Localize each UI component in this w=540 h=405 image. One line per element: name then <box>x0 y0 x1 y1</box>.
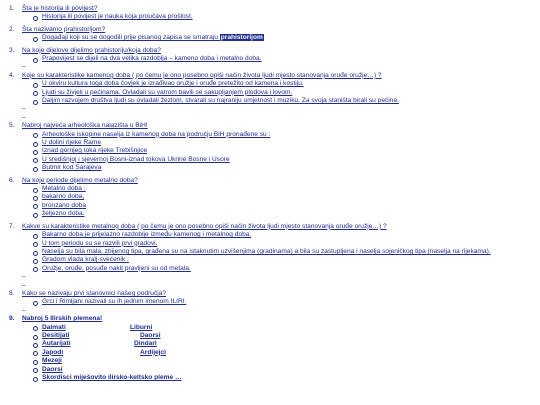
answer-4-3: Daljim razvojem društva ljudi su ovladali žezlom, stvarali su najraniju umjetnost i muziku. Za svoja staništa birali su pećine. <box>0 97 540 105</box>
separator-dash: – <box>22 306 26 314</box>
answer-7-1: Bakarno doba je prijelazno razdoblje između kamenog i metalnog doba. <box>0 231 540 239</box>
answer-8-1: Grci i Rimljani nazivali su ih jednim imenom ILIRI. <box>0 298 540 306</box>
tribe-5: Mezeji <box>0 357 540 365</box>
separator-dash: – <box>22 113 26 121</box>
answer-1-1: Historija ili povijest je nauka koja proučava prošlost. <box>0 13 540 21</box>
tribe-pair-1: Dalmati Liburni <box>0 324 540 332</box>
answer-5-2: U dolini rijeke Rame <box>0 139 540 147</box>
separator-dash: – <box>22 105 26 113</box>
question-2: 2. Šta nazivamo prahistorijom? <box>9 25 106 33</box>
answer-5-5: Butmir kod Sarajeva <box>0 164 540 172</box>
tribe-pair-3: Autarijati Dindari <box>0 340 540 348</box>
answer-3-1: Prapovijest se dijeli na dva velika razdoblja – kameno doba i metalno doba. <box>0 55 540 63</box>
answer-7-3: Naselja su bila mala, zbijenog tipa, građena su na istaknutim uzvišenjima (gradinama) a bila su zastupljena i naselja sojeničkog tipa (naselja na rijekama). <box>0 248 540 256</box>
separator-dash: – <box>22 63 26 71</box>
question-8: 8. Kako se nazivaju prvi stanovnici našeg područja? <box>9 289 167 297</box>
answer-5-1: Arheološke iskopine naselja iz kamenog doba na području BiH pronađene su : <box>0 131 540 139</box>
answer-7-2: U tom periodu su se razvili prvi gradovi. <box>0 240 540 248</box>
question-4: 4. Koje su karakteristike kamenog doba ( po čemu je ono posebno opiši način života ljudi mjesto stanovanja oruđe oružje…) ? <box>9 71 382 79</box>
highlighted-term: prahistorijom <box>220 34 263 42</box>
question-6: 6. Na koje periode dijelimo metalno doba? <box>9 176 138 184</box>
answer-6-4: željezno doba. <box>0 210 540 218</box>
answer-5-3: Iznad gornjeg toka rijeke Trebišnjice <box>0 147 540 155</box>
answer-6-1: Metalno doba : <box>0 185 540 193</box>
answer-6-2: bakarno doba, <box>0 193 540 201</box>
answer-4-1: U okviru kultura toga doba čovjek je izrađivao oružje i oruđe pretežito od kamena i kostiju. <box>0 80 540 88</box>
answer-4-2: Ljudi su živjeli u pećinama. Ovladali su vatrom bavili se sakupljanjem plodova i lovom. <box>0 89 540 97</box>
question-5: 5. Nabroj najveća arheološka nalazišta u BiH! <box>9 122 148 130</box>
answer-2-1: Događaji koji su se dogodili prije pisanog zapisa se smatraju prahistorijom <box>0 34 540 42</box>
tribe-pair-4: Japodi Ardijejci <box>0 349 540 357</box>
answer-5-4: U središnjoj i sjevernoj Bosni-iznad tokova Ukrine Bosne i Usore <box>0 156 540 164</box>
answer-7-5: Oružje, oruđe, posuđe nakit pravljeni su od metala. <box>0 265 540 273</box>
question-3: 3. Na koje dijelove dijelimo prahistoriju/koja doba? <box>9 46 161 54</box>
question-9: 9. Nabroj 5 Ilirskih plemena! <box>9 315 103 323</box>
tribe-6: Daorsi <box>0 366 540 374</box>
tribe-pair-2: Desitijati Daorsi <box>0 332 540 340</box>
separator-dash: – <box>22 281 26 289</box>
question-1: 1. Šta je historija ili povijest? <box>9 5 98 12</box>
tribe-7: Skordisci miješovito ilirsko-keltsko pleme … <box>0 374 540 382</box>
answer-7-4: Gradom vlada kralj-svećenik . <box>0 256 540 264</box>
separator-dash: – <box>22 273 26 281</box>
answer-6-3: bronzano doba <box>0 202 540 210</box>
question-7: 7. Kakve su karakteristike metalnog doba ( po čemu je ono posebno opiši način života ljudi mjesto stanovanja oruđe oružje…) ? <box>9 222 387 230</box>
